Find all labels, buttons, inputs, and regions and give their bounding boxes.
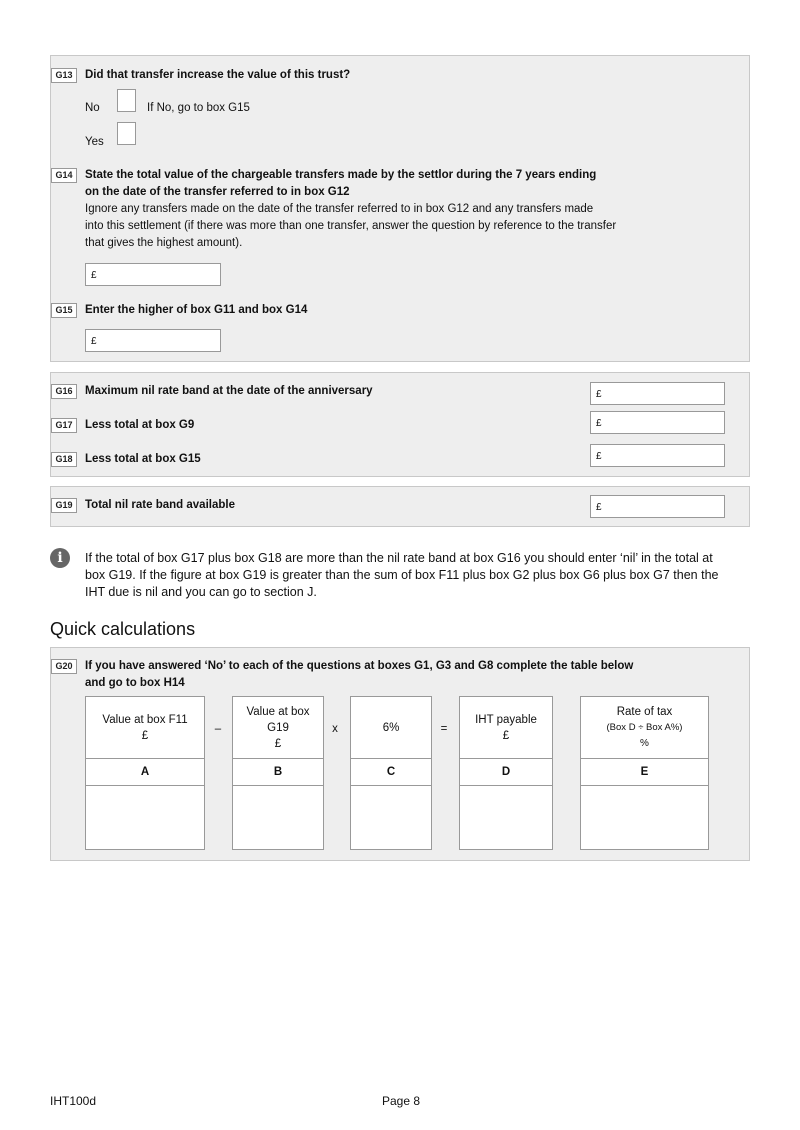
- g20-question-line2: and go to box H14: [85, 677, 185, 689]
- column-b-unit: £: [274, 737, 282, 750]
- box-ref-g19: G19: [51, 498, 77, 513]
- g13-question: Did that transfer increase the value of this trust?: [85, 69, 351, 81]
- box-ref-g18: G18: [51, 452, 77, 467]
- g17-label: Less total at box G9: [85, 419, 195, 431]
- box-ref-g20: G20: [51, 659, 77, 674]
- g17-amount-field[interactable]: £: [590, 411, 725, 434]
- column-d-title: IHT payable: [475, 713, 537, 726]
- column-c-title: 6%: [382, 721, 400, 734]
- column-b-title-1: Value at box: [246, 705, 310, 718]
- column-c-header: [351, 697, 431, 759]
- info-line1: If the total of box G17 plus box G18 are more than the nil rate band at box G16 you should enter ‘nil’ in the total at: [85, 551, 713, 565]
- g14-question-line1: State the total value of the chargeable transfers made by the settlor during the 7 years ending: [85, 169, 597, 181]
- g19-amount-field[interactable]: £: [590, 495, 725, 518]
- g13-yes-checkbox[interactable]: [117, 122, 136, 145]
- g19-label: Total nil rate band available: [85, 499, 235, 511]
- equals-operator: =: [440, 723, 448, 735]
- g15-question: Enter the higher of box G11 and box G14: [85, 304, 308, 316]
- box-ref-g13: G13: [51, 68, 77, 83]
- column-e-unit: %: [640, 737, 649, 749]
- g13-no-note: If No, go to box G15: [147, 102, 250, 114]
- g18-amount-field[interactable]: £: [590, 444, 725, 467]
- column-b: [232, 696, 324, 850]
- column-e-formula: (Box D ÷ Box A%): [606, 721, 683, 733]
- column-b-header: [233, 697, 323, 759]
- g14-question-line2: on the date of the transfer referred to in box G12: [85, 186, 350, 198]
- g13-no-label: No: [85, 102, 100, 114]
- column-a-header: [86, 697, 204, 759]
- column-d-unit: £: [502, 729, 510, 742]
- info-line3: IHT due is nil and you can go to section J.: [85, 585, 317, 599]
- column-c-letter: C: [351, 759, 431, 786]
- g14-note-line3: that gives the highest amount).: [85, 237, 243, 249]
- g14-amount-field[interactable]: £: [85, 263, 221, 286]
- info-note: [85, 550, 735, 601]
- g14-note-line2: into this settlement (if there was more than one transfer, answer the question by reference to the transfer: [85, 220, 617, 232]
- column-a-unit: £: [141, 729, 149, 742]
- page-number: Page 8: [382, 1094, 421, 1108]
- g15-amount-field[interactable]: £: [85, 329, 221, 352]
- g13-no-checkbox[interactable]: [117, 89, 136, 112]
- g13-yes-label: Yes: [85, 136, 104, 148]
- column-e-header: [581, 697, 708, 759]
- column-e: [580, 696, 709, 850]
- g20-question-line1: If you have answered ‘No’ to each of the questions at boxes G1, G3 and G8 complete the table below: [85, 660, 634, 672]
- box-ref-g14: G14: [51, 168, 77, 183]
- column-a: [85, 696, 205, 850]
- times-operator: x: [332, 723, 338, 735]
- form-code: IHT100d: [50, 1094, 97, 1108]
- column-a-title: Value at box F11: [102, 713, 188, 726]
- g18-label: Less total at box G15: [85, 453, 201, 465]
- info-icon: i: [50, 548, 70, 568]
- info-line2: box G19. If the figure at box G19 is greater than the sum of box F11 plus box G2 plus box G6 plus box G7 then the: [85, 568, 719, 582]
- minus-operator: –: [214, 723, 222, 735]
- g16-amount-field[interactable]: £: [590, 382, 725, 405]
- box-ref-g15: G15: [51, 303, 77, 318]
- g13-g15-panel: [50, 55, 750, 362]
- column-e-title: Rate of tax: [616, 705, 673, 718]
- quick-calculations-heading: Quick calculations: [50, 619, 196, 639]
- column-d-header: [460, 697, 552, 759]
- g16-label: Maximum nil rate band at the date of the anniversary: [85, 385, 373, 397]
- g14-note-line1: Ignore any transfers made on the date of the transfer referred to in box G12 and any transfers made: [85, 203, 594, 215]
- box-ref-g17: G17: [51, 418, 77, 433]
- column-e-letter: E: [581, 759, 708, 786]
- box-ref-g16: G16: [51, 384, 77, 399]
- g16-g18-panel: [50, 372, 750, 477]
- column-a-letter: A: [86, 759, 204, 786]
- g19-panel: [50, 486, 750, 527]
- column-b-letter: B: [233, 759, 323, 786]
- column-b-title-2: G19: [267, 721, 289, 734]
- column-c: [350, 696, 432, 850]
- column-d-letter: D: [460, 759, 552, 786]
- column-d: [459, 696, 553, 850]
